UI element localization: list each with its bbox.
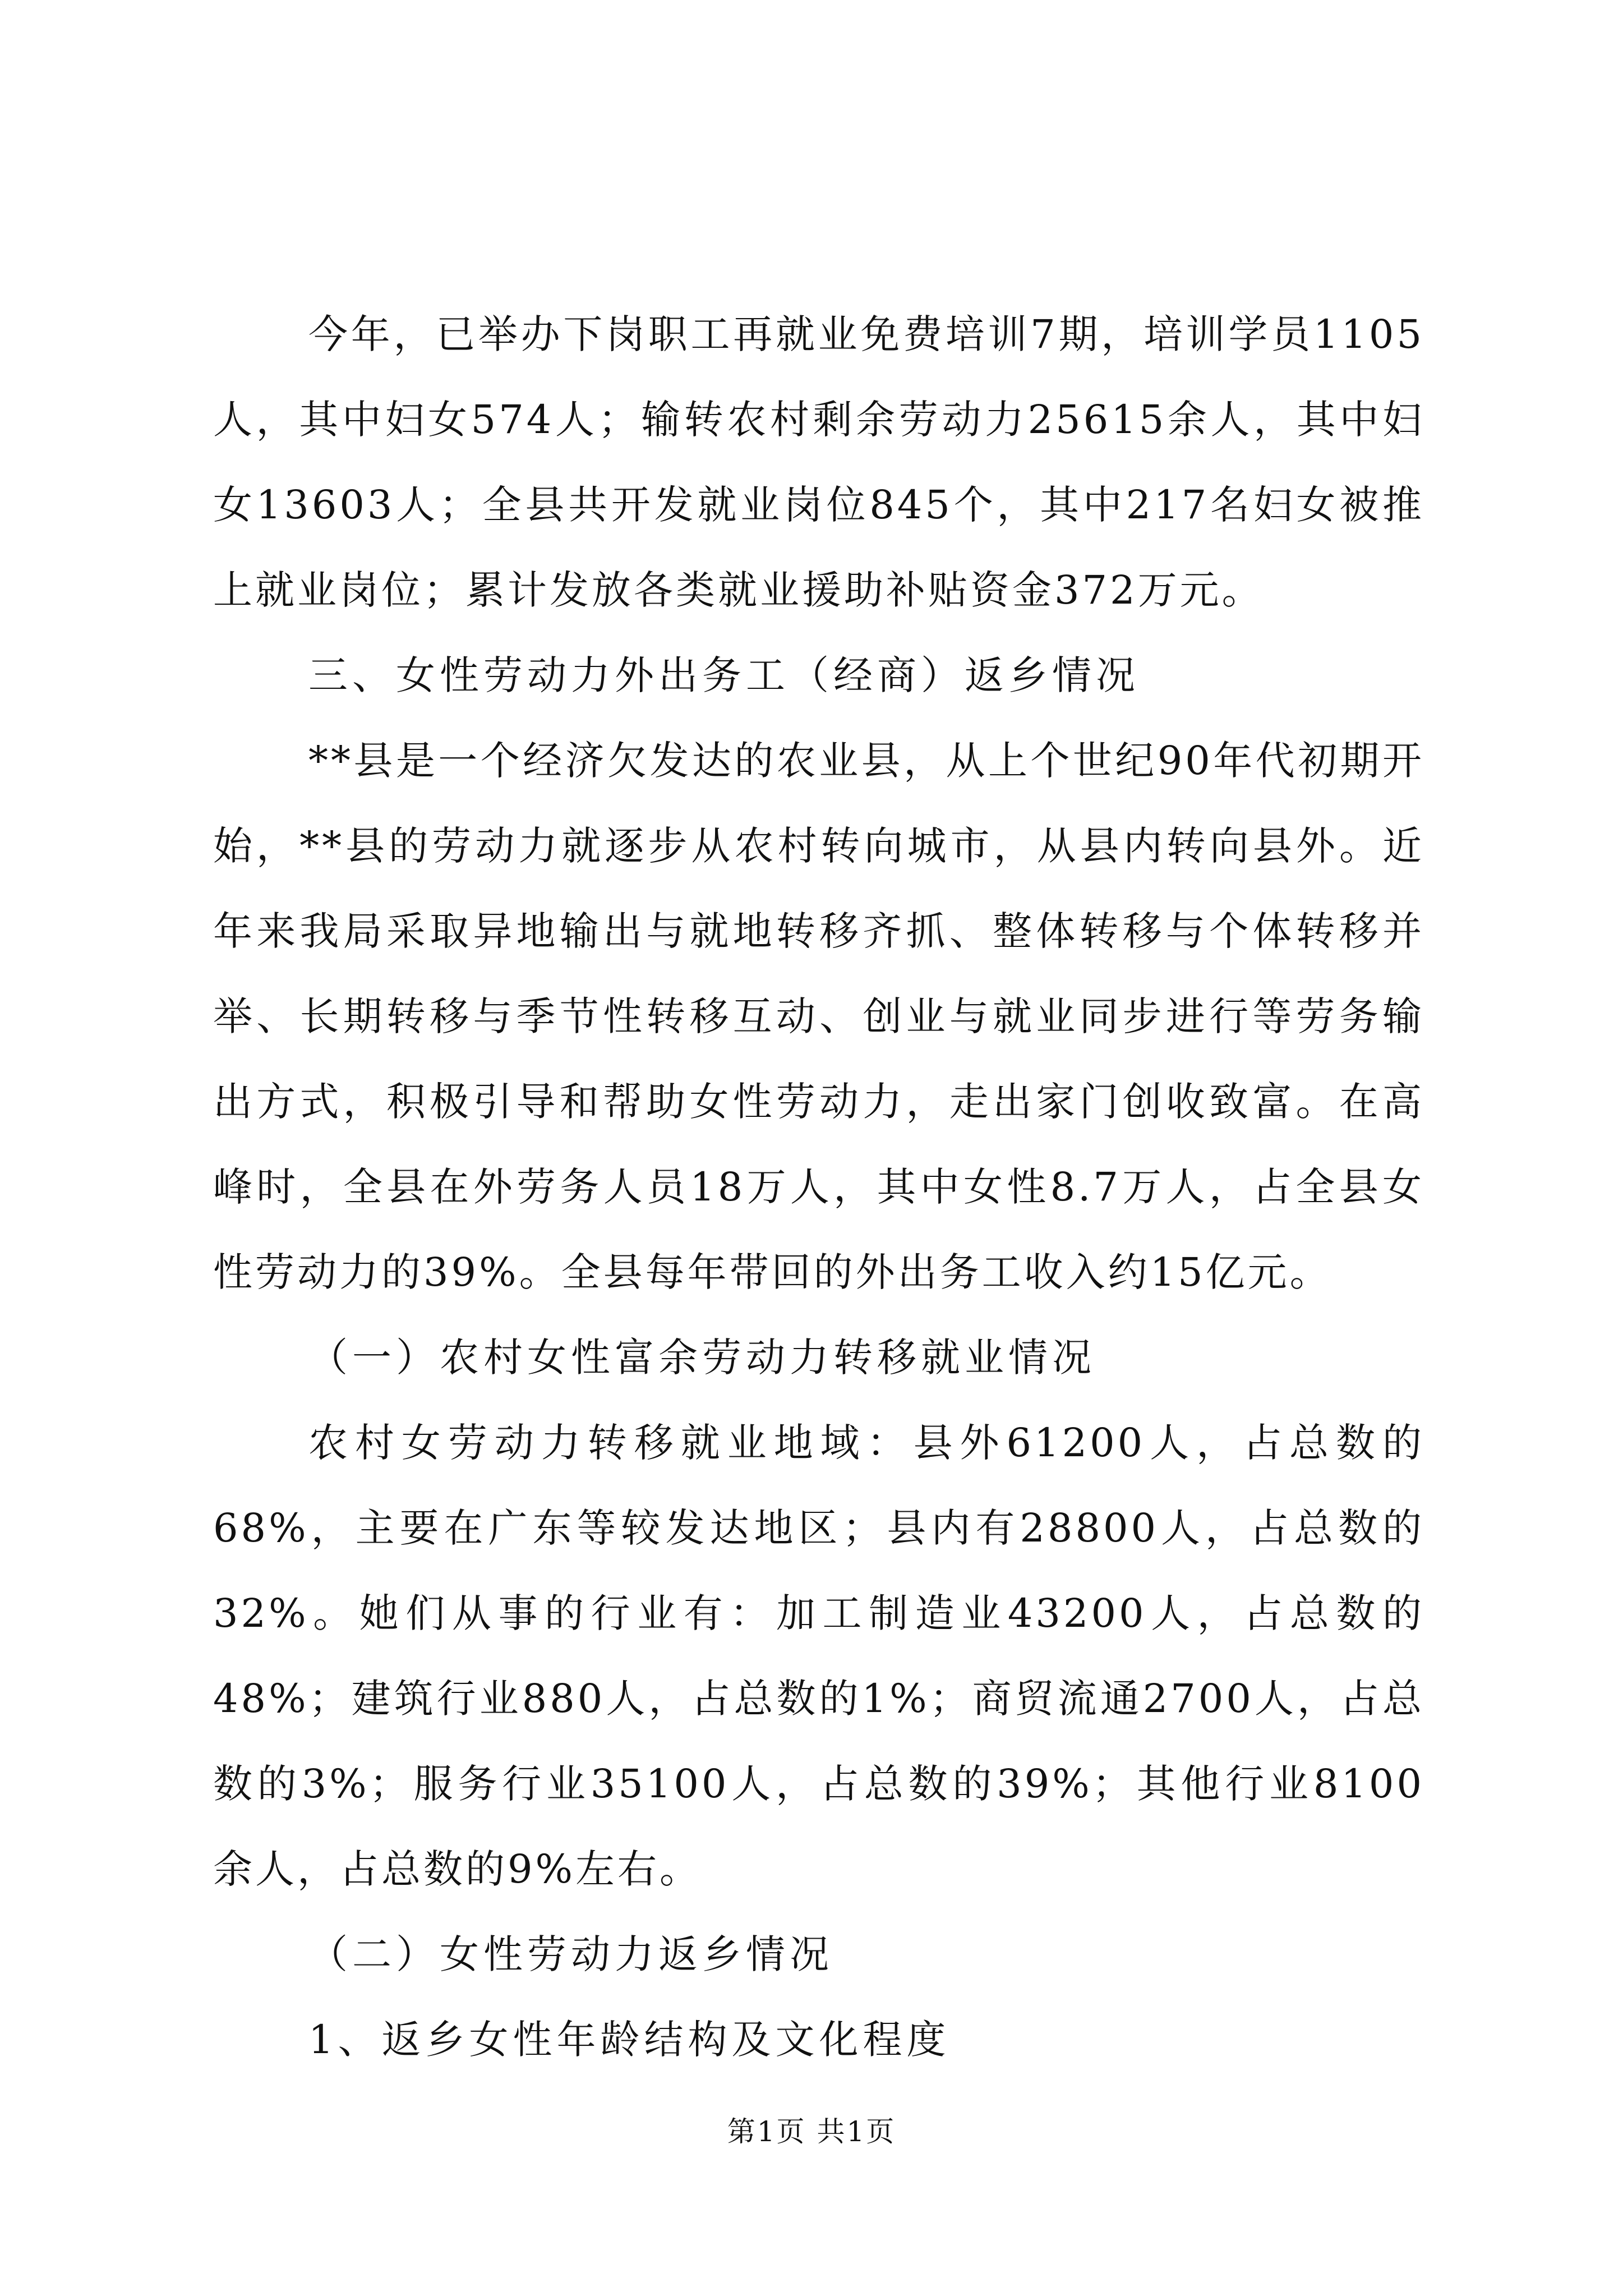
paragraph-county-overview: **县是一个经济欠发达的农业县，从上个世纪90年代初期开始，**县的劳动力就逐步从农村转向城市，从县内转向县外。近年来我局采取异地输出与就地转移齐抓、整体转移与个体转移并举、长期转移与季节性转移互动、创业与就业同步进行等劳务输出方式，积极引导和帮助女性劳动力，走出家门创收致富。在高峰时，全县在外劳务人员18万人，其中女性8.7万人，占全县女性劳动力的39%。全县每年带回的外出务工收入约15亿元。 — [213, 738, 1424, 1295]
paragraph-transfer-regions: 农村女劳动力转移就业地域：县外61200人，占总数的68%，主要在广东等较发达地区；县内有28800人，占总数的32%。她们从事的行业有：加工制造业43200人，占总数的48%；建筑行业880人，占总数的1%；商贸流通2700人，占总数的3%；服务行业35100人，占总数的39%；其他行业8100余人，占总数的9%左右。 — [213, 1420, 1424, 1892]
subheading-age-education: 1、返乡女性年龄结构及文化程度 — [308, 2017, 951, 2063]
page-number-footer: 第1页 共1页 — [727, 2115, 896, 2148]
section-heading-return-situation: 三、女性劳动力外出务工（经商）返乡情况 — [308, 652, 1140, 698]
subheading-rural-transfer: （一）农村女性富余劳动力转移就业情况 — [308, 1335, 1096, 1381]
paragraph-training-stats: 今年，已举办下岗职工再就业免费培训7期，培训学员1105人，其中妇女574人；输转农村剩余劳动力25615余人，其中妇女13603人；全县共开发就业岗位845个，其中217名妇女被推上就业岗位；累计发放各类就业援助补贴资金372万元。 — [213, 311, 1424, 613]
document-body — [213, 292, 1424, 2082]
subheading-female-return: （二）女性劳动力返乡情况 — [308, 1931, 833, 1977]
